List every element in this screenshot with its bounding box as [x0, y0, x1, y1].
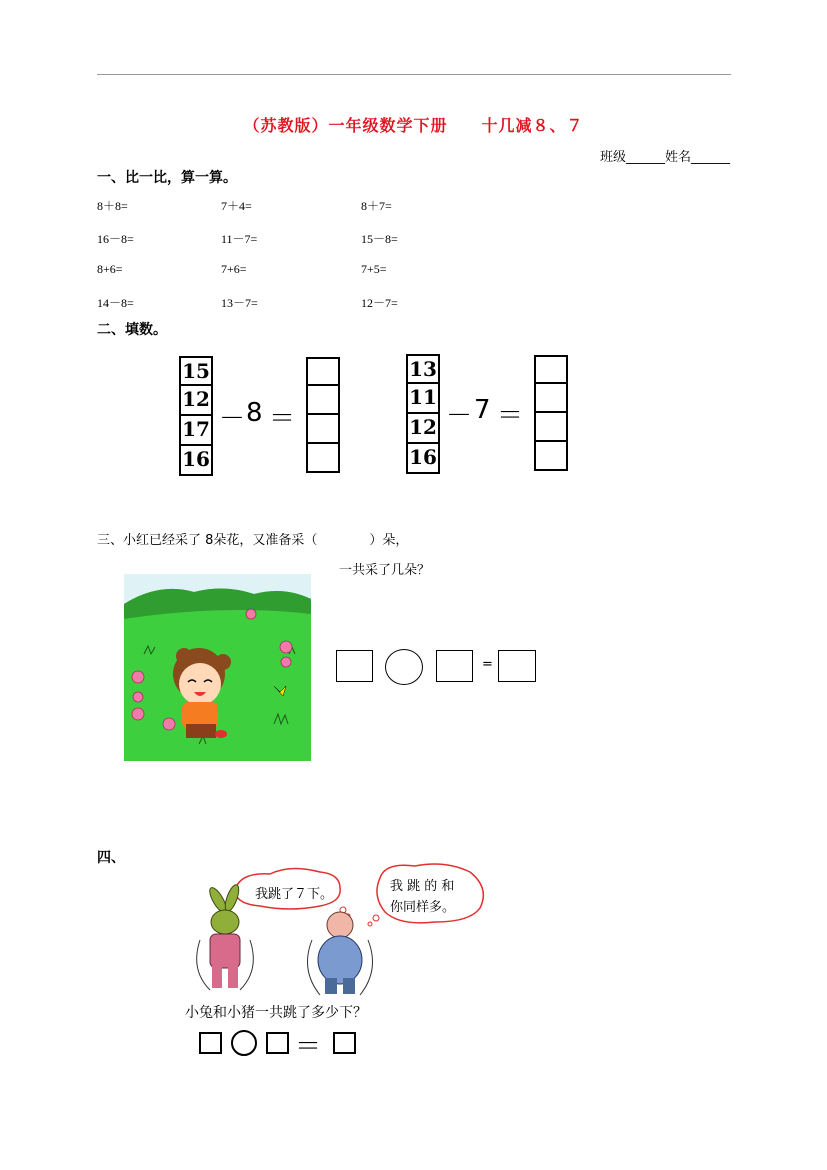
class-name-line: 班级______姓名______ — [599, 150, 730, 165]
expr-r2c3: 15－8= — [361, 232, 398, 246]
operator-circle[interactable] — [385, 649, 423, 685]
equals-sign: ＝ — [295, 1032, 322, 1062]
answer-box[interactable] — [333, 1032, 356, 1054]
left-equals: ＝ — [269, 404, 296, 434]
answer-box[interactable] — [266, 1032, 289, 1054]
expr-r3c1: 8+6= — [97, 262, 123, 276]
section1-heading: 一、比一比，算一算。 — [97, 170, 237, 186]
answer-box[interactable] — [306, 415, 340, 444]
expr-r4c1: 14－8= — [97, 296, 134, 310]
expr-r1c3: 8＋7= — [361, 199, 392, 213]
right-minus: － — [446, 401, 473, 431]
right-number: 16 — [406, 444, 440, 474]
answer-box[interactable] — [306, 444, 340, 473]
right-equals: ＝ — [497, 401, 524, 431]
girl-picking-flowers-illustration — [124, 574, 311, 761]
right-number: 11 — [406, 384, 440, 414]
pig-speech-line1: 我 跳 的 和 — [390, 879, 455, 894]
answer-box[interactable] — [534, 413, 568, 442]
answer-box[interactable] — [306, 357, 340, 386]
right-number-stack — [406, 354, 440, 474]
expr-r1c1: 8＋8= — [97, 199, 128, 213]
answer-box[interactable] — [534, 442, 568, 471]
left-minus: － — [219, 404, 246, 434]
expr-r2c1: 16－8= — [97, 232, 134, 246]
header-rule — [97, 74, 731, 75]
pig-speech-line2: 你同样多。 — [390, 900, 456, 915]
right-answer-stack — [534, 355, 568, 471]
expr-r3c3: 7+5= — [361, 262, 387, 276]
section2-heading: 二、填数。 — [97, 322, 167, 338]
section3-question: 一共采了几朵？ — [339, 563, 431, 578]
page-title: （苏教版）一年级数学下册 十几减８、７ — [243, 116, 584, 135]
answer-box[interactable] — [199, 1032, 222, 1054]
answer-box[interactable] — [306, 386, 340, 415]
left-subtrahend: 8 — [246, 398, 263, 428]
right-number: 12 — [406, 414, 440, 444]
left-number: 16 — [179, 446, 213, 476]
answer-box[interactable] — [436, 650, 473, 682]
expr-r1c2: 7＋4= — [221, 199, 252, 213]
right-subtrahend: 7 — [474, 395, 491, 425]
expr-r3c2: 7+6= — [221, 262, 247, 276]
rabbit-speech-bubble: 我跳了７下。 — [255, 887, 334, 902]
right-number: 13 — [406, 354, 440, 384]
equals-sign: = — [482, 657, 493, 672]
left-number: 17 — [179, 416, 213, 446]
answer-box[interactable] — [336, 650, 373, 682]
expr-r2c2: 11－7= — [221, 232, 258, 246]
left-number: 15 — [179, 356, 213, 386]
expr-r4c2: 13－7= — [221, 296, 258, 310]
operator-circle[interactable] — [231, 1030, 257, 1056]
answer-box[interactable] — [534, 384, 568, 413]
left-number-stack — [179, 356, 213, 476]
expr-r4c3: 12－7= — [361, 296, 398, 310]
answer-box[interactable] — [498, 650, 536, 682]
section4-heading: 四、 — [97, 850, 125, 866]
left-answer-stack — [306, 357, 340, 473]
left-number: 12 — [179, 386, 213, 416]
section3-heading: 三、小红已经采了 8朵花，又准备采（ ）朵， — [97, 533, 409, 548]
section4-question: 小兔和小猪一共跳了多少下？ — [185, 1005, 367, 1021]
answer-box[interactable] — [534, 355, 568, 384]
